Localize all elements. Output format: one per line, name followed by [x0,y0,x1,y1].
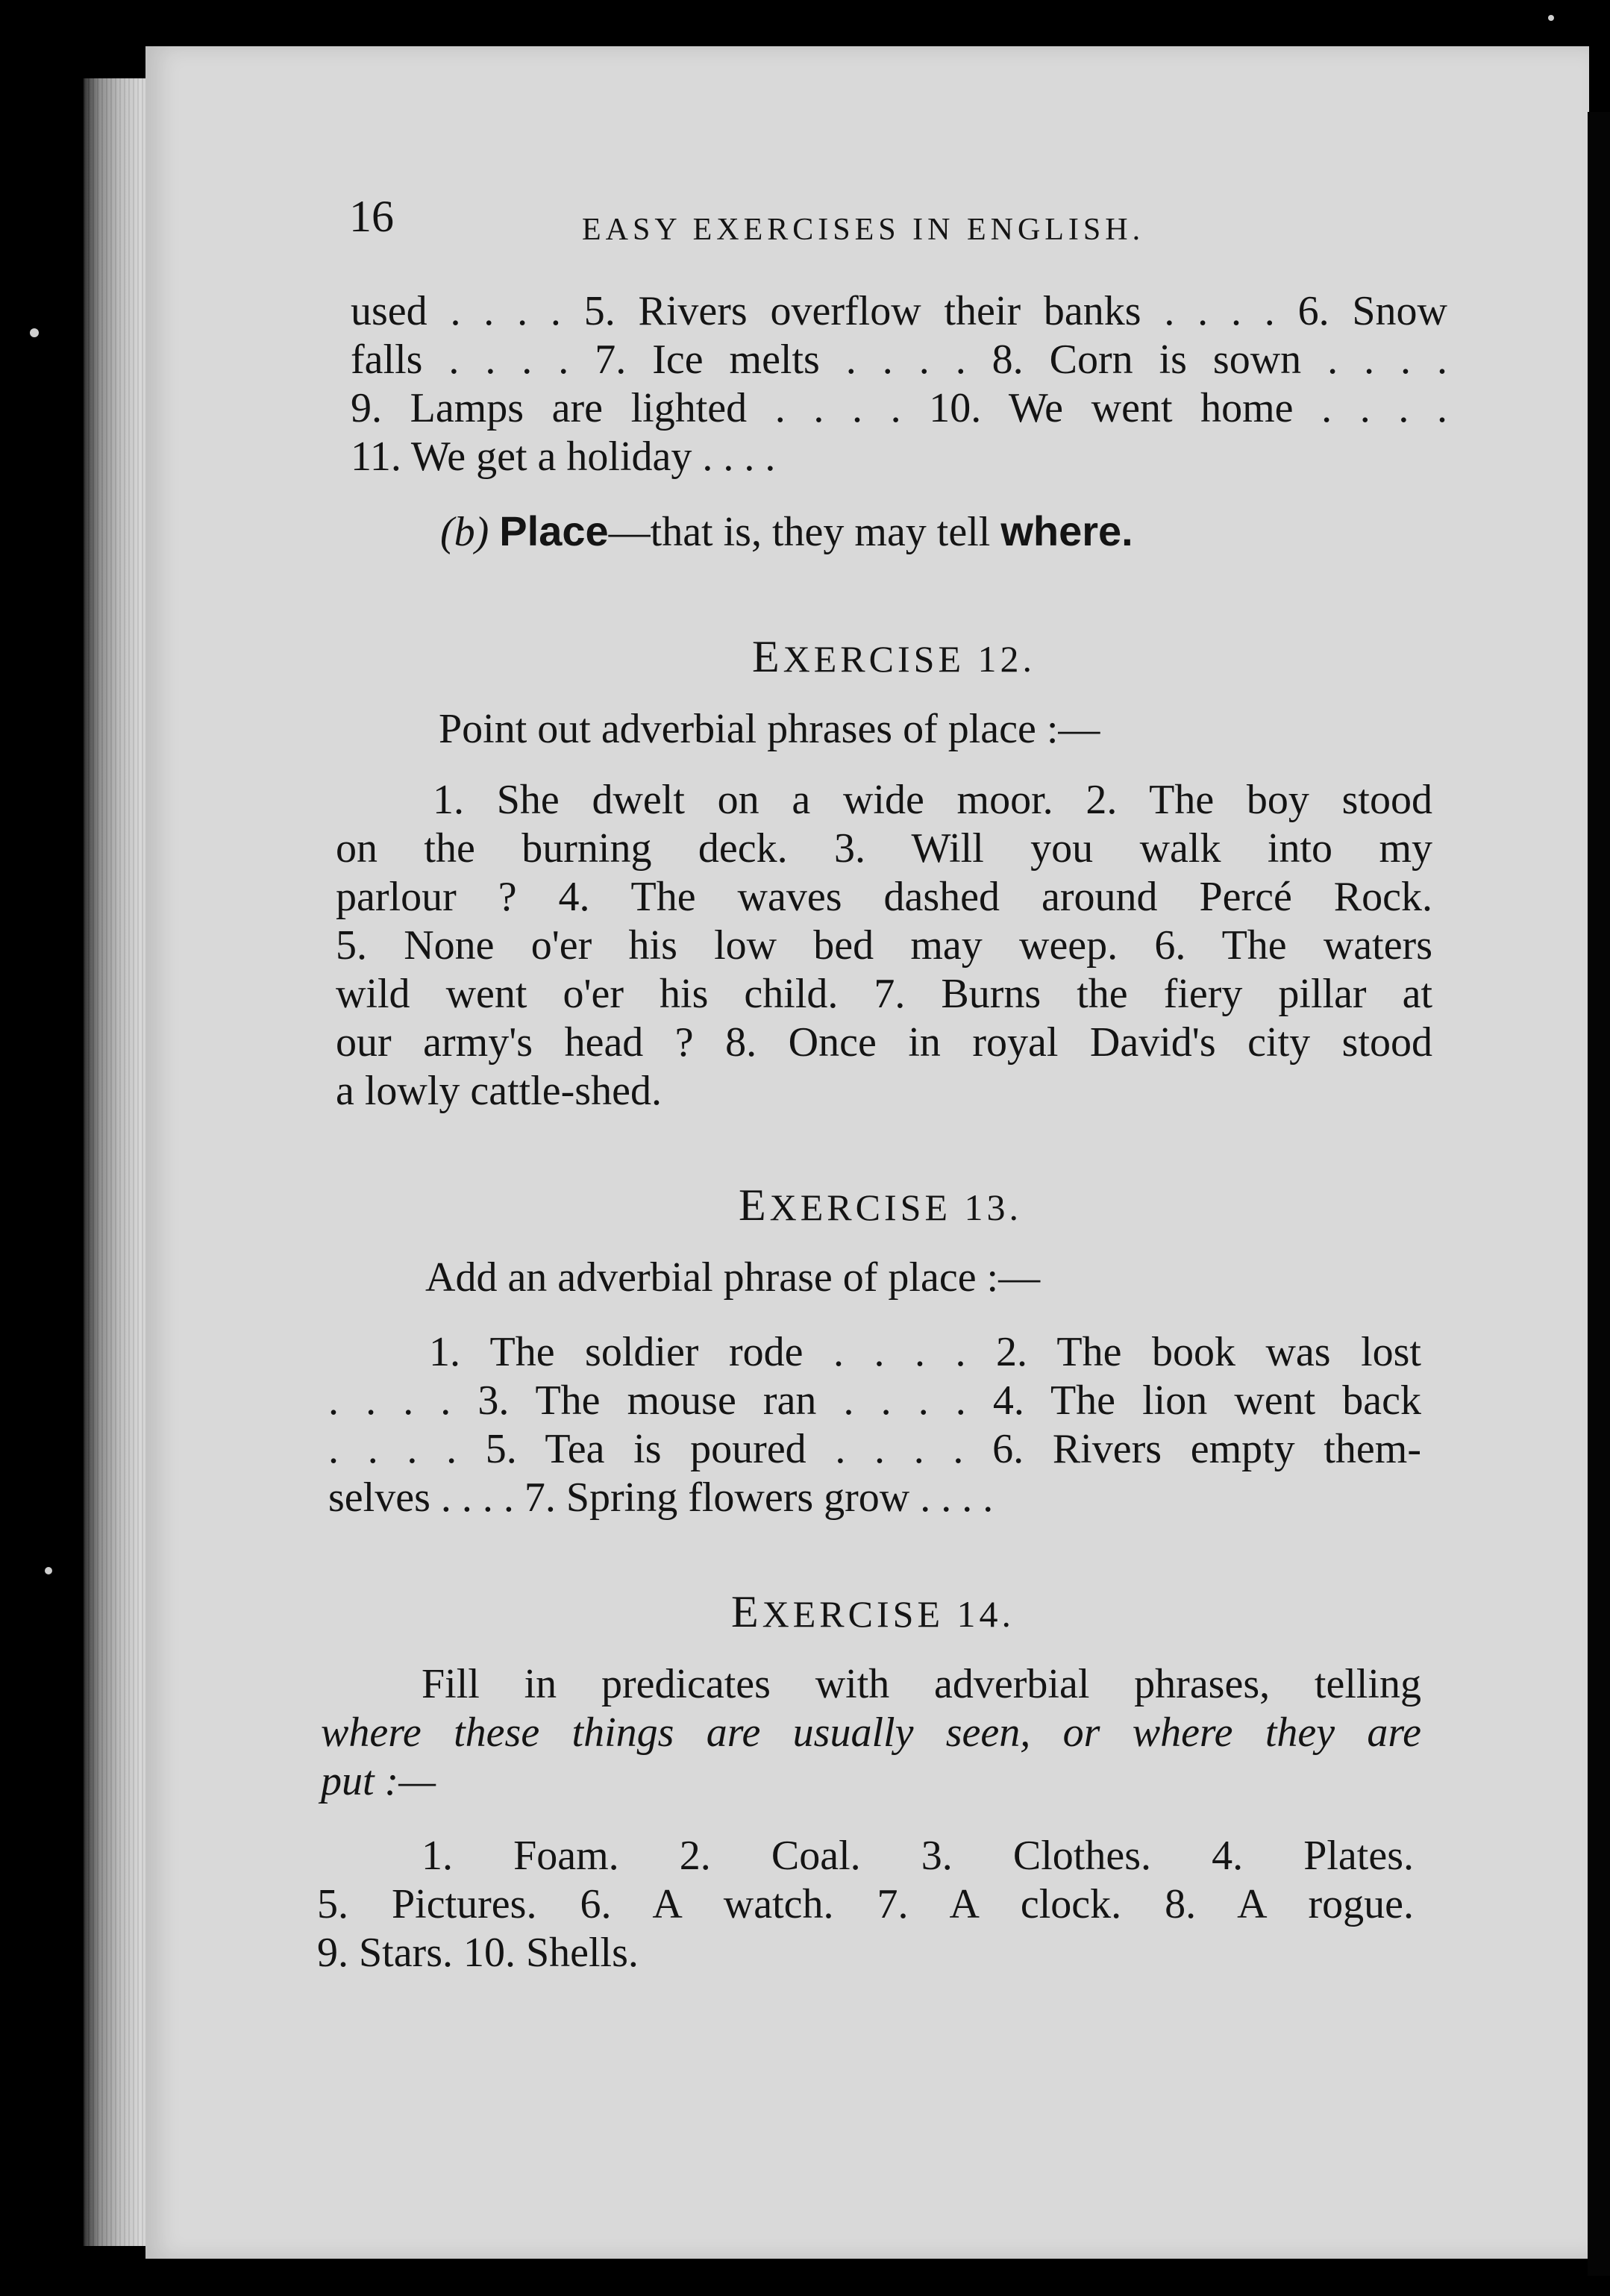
exercise-14-heading-cap: E [731,1587,762,1636]
exercise-13-heading [739,1180,1023,1230]
continuation-line-2: falls . . . . 7. Ice melts . . . . 8. Corn is sown . . . . [351,337,1447,383]
exercise-14-instruction-2: where these things are usually seen, or where they are [321,1710,1421,1756]
exercise-14-heading-rest: XERCISE 14. [762,1593,1015,1635]
exercise-14-line-2: 5. Pictures. 6. A watch. 7. A clock. 8. A rogue. [317,1881,1414,1927]
exercise-13-instruction: Add an adverbial phrase of place :— [425,1254,1041,1301]
exercise-14-heading [731,1589,1015,1636]
exercise-13-line-2: . . . . 3. The mouse ran . . . . 4. The lion went back [328,1377,1421,1424]
exercise-12-heading-cap: E [752,632,783,681]
continuation-line-3: 9. Lamps are lighted . . . . 10. We went home . . . . [351,385,1447,431]
exercise-13-line-3: . . . . 5. Tea is poured . . . . 6. Rivers empty them- [328,1426,1421,1472]
exercise-13-heading-rest: XERCISE 13. [769,1186,1023,1228]
exercise-13-line-1: 1. The soldier rode . . . . 2. The book was lost [429,1329,1421,1375]
section-b-bold-place: Place [499,507,609,554]
running-header: EASY EXERCISES IN ENGLISH. [582,213,1145,247]
speck [30,328,39,337]
exercise-14-instruction-1: Fill in predicates with adverbial phrases, telling [422,1661,1421,1707]
exercise-13-line-4: selves . . . . 7. Spring flowers grow . . . . [328,1474,994,1521]
right-shadow [1588,112,1610,2276]
section-b-middle: —that is, they may tell [608,509,991,555]
exercise-12-line-5: wild went o'er his child. 7. Burns the fiery pillar at [336,971,1432,1017]
exercise-12-line-3: parlour ? 4. The waves dashed around Percé Rock. [336,874,1432,920]
exercise-12-line-2: on the burning deck. 3. Will you walk into my [336,825,1432,872]
exercise-13-heading-cap: E [739,1180,770,1230]
section-b-marker: (b) [440,509,489,555]
exercise-12-line-6: our army's head ? 8. Once in royal David's city stood [336,1019,1432,1066]
exercise-12-line-4: 5. None o'er his low bed may weep. 6. The waters [336,922,1432,969]
exercise-12-instruction: Point out adverbial phrases of place :— [439,706,1100,752]
section-b-bold-where: where. [1000,507,1133,554]
exercise-12-heading [752,634,1036,681]
exercise-12-line-7: a lowly cattle-shed. [336,1068,662,1114]
exercise-14-instruction-3: put :— [321,1758,436,1804]
exercise-14-line-1: 1. Foam. 2. Coal. 3. Clothes. 4. Plates. [422,1833,1414,1879]
speck [1548,15,1554,21]
continuation-line-1: used . . . . 5. Rivers overflow their banks . . . . 6. Snow [351,288,1447,334]
speck [45,1567,52,1574]
exercise-12-line-1: 1. She dwelt on a wide moor. 2. The boy stood [433,777,1432,823]
page-number: 16 [349,192,394,241]
continuation-line-4: 11. We get a holiday . . . . [351,434,776,480]
section-b-line [440,507,1133,556]
exercise-14-line-3: 9. Stars. 10. Shells. [317,1930,639,1976]
exercise-12-heading-rest: XERCISE 12. [783,638,1036,680]
